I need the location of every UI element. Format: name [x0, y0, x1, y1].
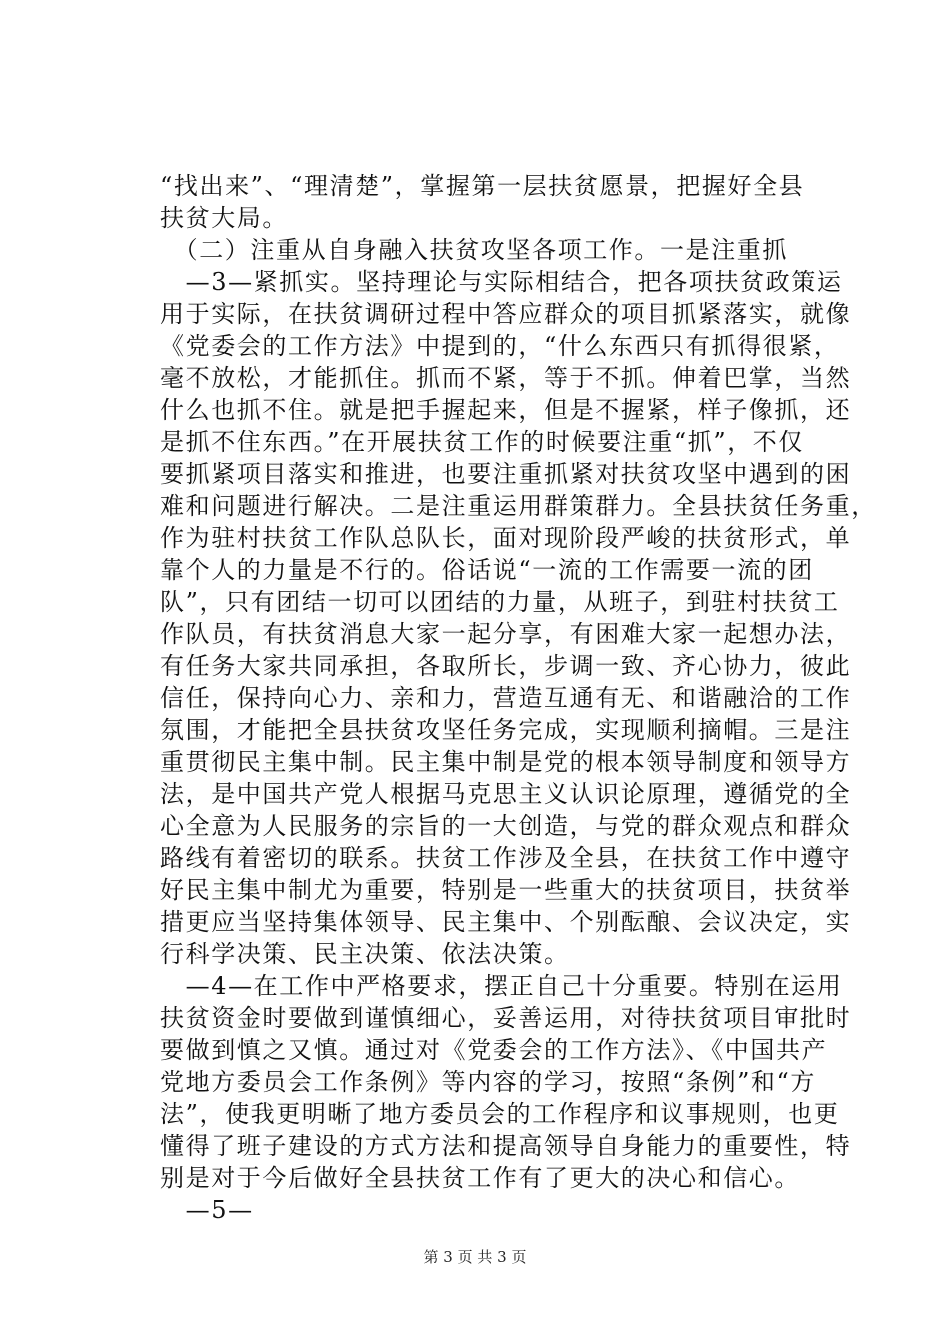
text-line: 氛围，才能把全县扶贫攻坚任务完成，实现顺利摘帽。三是注	[160, 716, 852, 744]
text-line: 要做到慎之又慎。通过对《党委会的工作方法》、《中国共产	[160, 1036, 828, 1064]
text-line: 有任务大家共同承担，各取所长，步调一致、齐心协力，彼此	[160, 652, 852, 680]
text-line: 是抓不住东西。”在开展扶贫工作的时候要注重“抓”，不仅	[160, 428, 805, 456]
text-line: 行科学决策、民主决策、依法决策。	[160, 940, 570, 968]
text-line: 信任，保持向心力、亲和力，营造互通有无、和谐融洽的工作	[160, 684, 852, 712]
text-line: 法”，使我更明晰了地方委员会的工作程序和议事规则，也更	[160, 1100, 840, 1128]
text-line: —3—紧抓实。坚持理论与实际相结合，把各项扶贫政策运	[160, 268, 843, 296]
text-line: （二）注重从自身融入扶贫攻坚各项工作。一是注重抓	[160, 236, 788, 264]
text-line: 别是对于今后做好全县扶贫工作有了更大的决心和信心。	[160, 1164, 800, 1192]
text-line: 作队员，有扶贫消息大家一起分享，有困难大家一起想办法，	[160, 620, 852, 648]
text-line: 队”，只有团结一切可以团结的力量，从班子，到驻村扶贫工	[160, 588, 840, 616]
text-line: 难和问题进行解决。二是注重运用群策群力。全县扶贫任务重，	[160, 492, 877, 520]
text-line: 要抓紧项目落实和推进，也要注重抓紧对扶贫攻坚中遇到的困	[160, 460, 852, 488]
text-line: 党地方委员会工作条例》等内容的学习，按照“条例”和“方	[160, 1068, 817, 1096]
text-line: 什么也抓不住。就是把手握起来，但是不握紧，样子像抓，还	[160, 396, 852, 424]
text-line: 扶贫资金时要做到谨慎细心，妥善运用，对待扶贫项目审批时	[160, 1004, 852, 1032]
text-line: 用于实际，在扶贫调研过程中答应群众的项目抓紧落实，就像	[160, 300, 852, 328]
text-line: 《党委会的工作方法》中提到的，“什么东西只有抓得很紧，	[160, 332, 840, 360]
text-line: 重贯彻民主集中制。民主集中制是党的根本领导制度和领导方	[160, 748, 852, 776]
text-line: 心全意为人民服务的宗旨的一大创造，与党的群众观点和群众	[160, 812, 852, 840]
text-line: 法，是中国共产党人根据马克思主义认识论原理，遵循党的全	[160, 780, 852, 808]
text-line: 作为驻村扶贫工作队总队长，面对现阶段严峻的扶贫形式，单	[160, 524, 852, 552]
text-line: 毫不放松，才能抓住。抓而不紧，等于不抓。伸着巴掌，当然	[160, 364, 852, 392]
document-body	[160, 170, 877, 1226]
text-line: 好民主集中制尤为重要，特别是一些重大的扶贫项目，扶贫举	[160, 876, 852, 904]
text-line: —4—在工作中严格要求，摆正自己十分重要。特别在运用	[160, 972, 843, 1000]
page-footer	[0, 1247, 950, 1267]
text-line: 扶贫大局。	[160, 204, 288, 232]
text-line: 靠个人的力量是不行的。俗话说“一流的工作需要一流的团	[160, 556, 814, 584]
text-line: 路线有着密切的联系。扶贫工作涉及全县，在扶贫工作中遵守	[160, 844, 852, 872]
text-line: —5—	[160, 1196, 254, 1224]
text-line: 措更应当坚持集体领导、民主集中、个别酝酿、会议决定，实	[160, 908, 852, 936]
text-line: “找出来”、“理清楚”，掌握第一层扶贫愿景，把握好全县	[160, 172, 805, 200]
page-number-label: 第 3 页 共 3 页	[423, 1248, 527, 1266]
text-line: 懂得了班子建设的方式方法和提高领导自身能力的重要性，特	[160, 1132, 852, 1160]
